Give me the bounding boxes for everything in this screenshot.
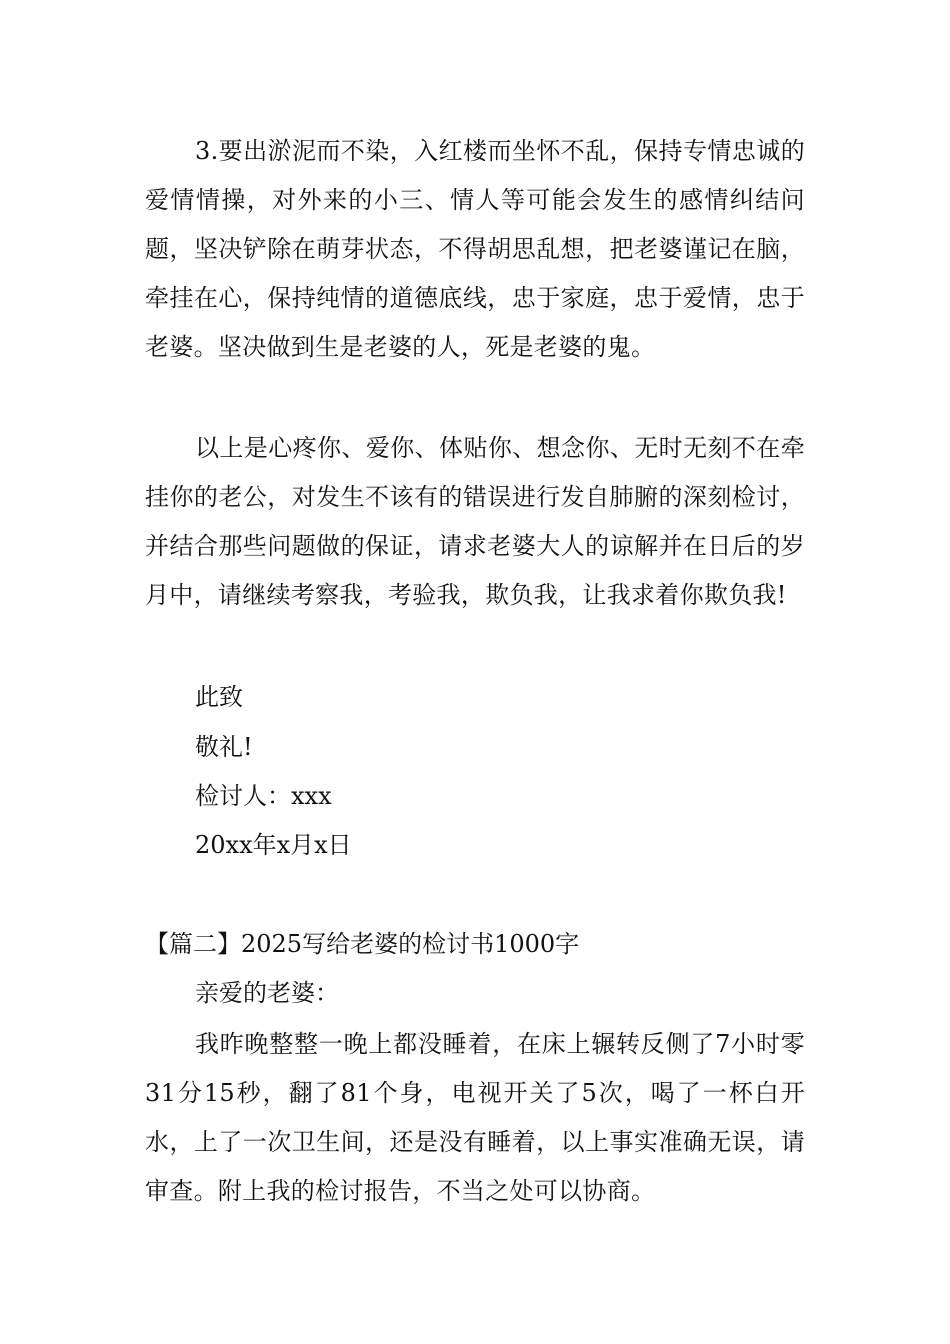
paragraph-apology-summary: 以上是心疼你、爱你、体贴你、想念你、无时无刻不在牵挂你的老公，对发生不该有的错误进行发自肺腑的深刻检讨，并结合那些问题做的保证，请求老婆大人的谅解并在日后的岁月中，请继续考察我，考验我，欺负我，让我求着你欺负我! [145,434,805,609]
closing-signer: 检讨人：xxx [195,782,332,810]
paragraph-fidelity-pledge: 3.要出淤泥而不染，入红楼而坐怀不乱，保持专情忠诚的爱情情操，对外来的小三、情人等可能会发生的感情纠结问题，坚决铲除在萌芽状态，不得胡思乱想，把老婆谨记在脑，牵挂在心，保持纯情的道德底线，忠于家庭，忠于爱情，忠于老婆。坚决做到生是老婆的人，死是老婆的鬼。 [145,137,805,361]
section-two-paragraph: 我昨晚整整一晚上都没睡着，在床上辗转反侧了7小时零31分15秒，翻了81个身，电视开关了5次，喝了一杯白开水，上了一次卫生间，还是没有睡着，以上事实准确无误，请审查。附上我的检讨报告，不当之处可以协商。 [145,1030,805,1205]
closing-salutation: 此致 [195,683,243,711]
section-two-greeting: 亲爱的老婆： [195,979,339,1007]
section-two-heading: 【篇二】2025写给老婆的检讨书1000字 [145,930,580,958]
closing-date: 20xx年x月x日 [195,831,352,859]
closing-respect: 敬礼! [195,733,253,761]
